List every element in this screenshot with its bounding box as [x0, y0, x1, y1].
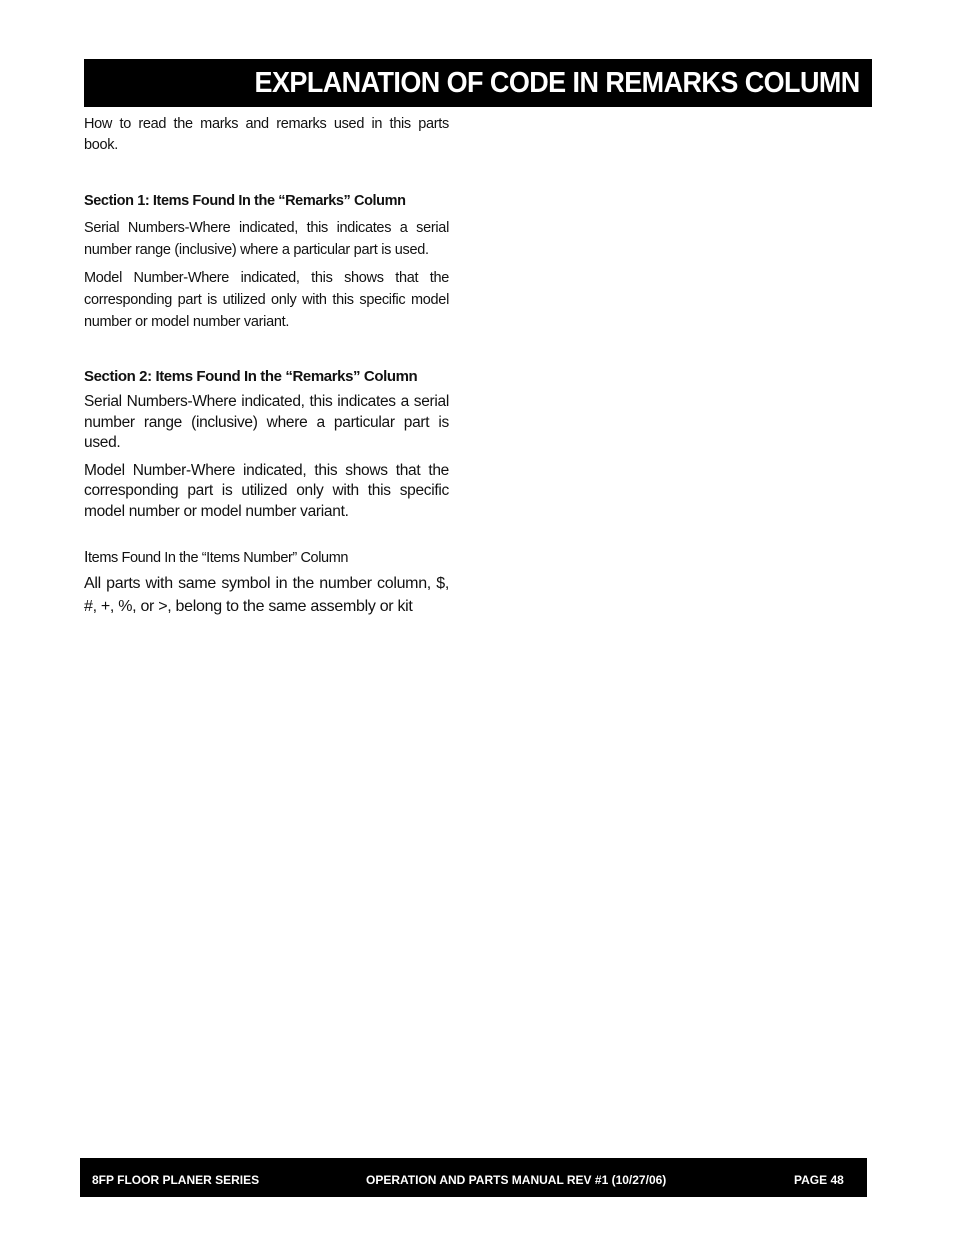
items-number-heading	[84, 549, 449, 567]
page-title-bar	[84, 59, 872, 107]
section-1-model-number: Model Number-Where indicated, this shows that the corresponding part is utilized only with this specific model number or model number variant.	[84, 270, 449, 330]
section-2-model-number: Model Number-Where indicated, this shows that the corresponding part is utilized only with this specific model number or model number variant.	[84, 461, 449, 520]
section-2-heading: Section 2: Items Found In the “Remarks” Column	[84, 368, 418, 385]
intro-paragraph: How to read the marks and remarks used in this parts book.	[84, 116, 449, 153]
section-1-heading: Section 1: Items Found In the “Remarks” Column	[84, 193, 406, 209]
page-footer	[80, 1158, 867, 1197]
section-1-serial-numbers: Serial Numbers-Where indicated, this indicates a serial number range (inclusive) where a particular part is used.	[84, 220, 449, 258]
content-column	[84, 114, 449, 618]
footer-page-number: PAGE 48	[794, 1173, 844, 1187]
section-2-serial-numbers: Serial Numbers-Where indicated, this indicates a serial number range (inclusive) where a particular part is used.	[84, 393, 449, 451]
footer-manual-revision: OPERATION AND PARTS MANUAL REV #1 (10/27/06)	[366, 1173, 667, 1187]
footer-series-name: 8FP FLOOR PLANER SERIES	[92, 1173, 260, 1187]
page-title: EXPLANATION OF CODE IN REMARKS COLUMN	[254, 66, 860, 99]
items-number-heading-initial: I	[84, 549, 89, 566]
items-number-body: All parts with same symbol in the number column, $, #, +, %, or >, belong to the same assembly or kit	[84, 575, 449, 615]
items-number-heading-rest: tems Found In the “Items Number” Column	[88, 550, 349, 566]
